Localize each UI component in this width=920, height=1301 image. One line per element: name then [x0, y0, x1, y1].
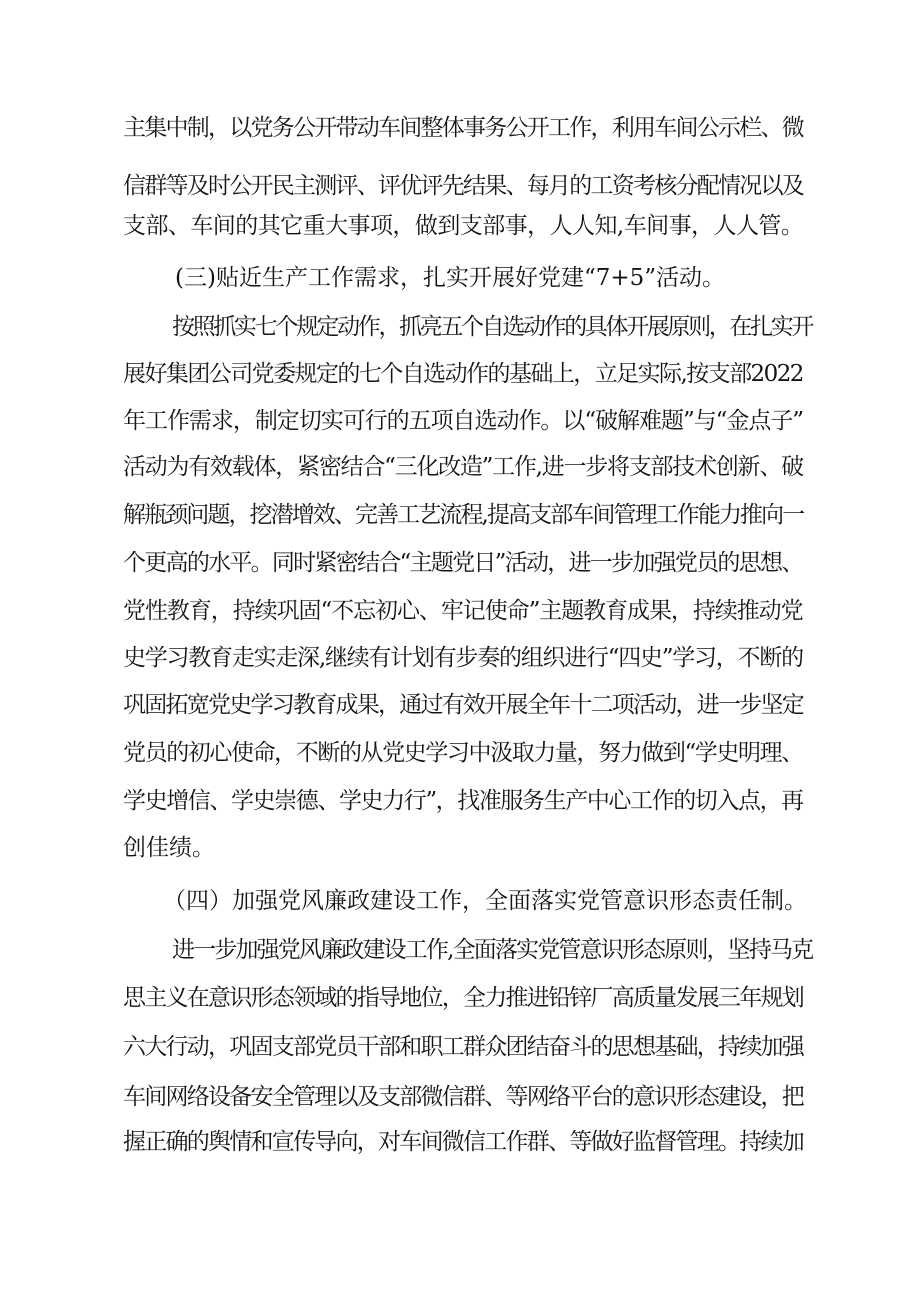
- section-heading: （四）加强党风廉政建设工作，全面落实党管意识形态责任制。: [163, 888, 807, 914]
- text-line: 解瓶颈问题，挖潜增效、完善工艺流程,提高支部车间管理工作能力推向一: [123, 502, 804, 528]
- text-line: 巩固拓宽党史学习教育成果，通过有效开展全年十二项活动，进一步坚定: [123, 692, 803, 718]
- text-line: 党性教育，持续巩固“不忘初心、牢记使命”主题教育成果，持续推动党: [123, 598, 803, 624]
- text-line: 握正确的舆情和宣传导向，对车间微信工作群、等做好监督管理。持续加: [123, 1129, 803, 1155]
- text-line: 进一步加强党风廉政建设工作,全面落实党管意识形态原则，坚持马克: [172, 937, 813, 963]
- text-line: 思主义在意识形态领域的指导地位，全力推进铅锌厂高质量发展三年规划: [123, 985, 803, 1011]
- text-line: 个更高的水平。同时紧密结合“主题党日”活动，进一步加强党员的思想、: [123, 550, 803, 576]
- text-line: 学史增信、学史崇德、学史力行”，找准服务生产中心工作的切入点，再: [123, 788, 803, 814]
- text-line: 年工作需求，制定切实可行的五项自选动作。以“破解难题”与“金点子”: [123, 408, 804, 434]
- text-line: 六大行动，巩固支部党员干部和职工群众团结奋斗的思想基础，持续加强: [123, 1034, 803, 1060]
- text-line: 支部、车间的其它重大事项，做到支部事，人人知,车间事，人人管。: [123, 213, 804, 239]
- text-line: 创佳绩。: [123, 835, 215, 861]
- text-line: 史学习教育走实走深,继续有计划有步奏的组织进行“四史”学习，不断的: [123, 645, 803, 671]
- text-line: 展好集团公司党委规定的七个自选动作的基础上，立足实际,按支部2022: [123, 361, 803, 387]
- text-line: 党员的初心使命，不断的从党史学习中汲取力量，努力做到“学史明理、: [123, 740, 803, 766]
- section-heading: (三)贴近生产工作需求，扎实开展好党建“7+5”活动。: [175, 265, 726, 291]
- text-line: 信群等及时公开民主测评、评优评先结果、每月的工资考核分配情况以及: [123, 173, 803, 199]
- text-line: 活动为有效载体，紧密结合“三化改造”工作,进一步将支部技术创新、破: [123, 454, 803, 480]
- text-line: 主集中制，以党务公开带动车间整体事务公开工作，利用车间公示栏、微: [123, 115, 803, 141]
- text-line: 按照抓实七个规定动作，抓亮五个自选动作的具体开展原则，在扎实开: [172, 314, 813, 340]
- text-line: 车间网络设备安全管理以及支部微信群、等网络平台的意识形态建设，把: [123, 1084, 803, 1110]
